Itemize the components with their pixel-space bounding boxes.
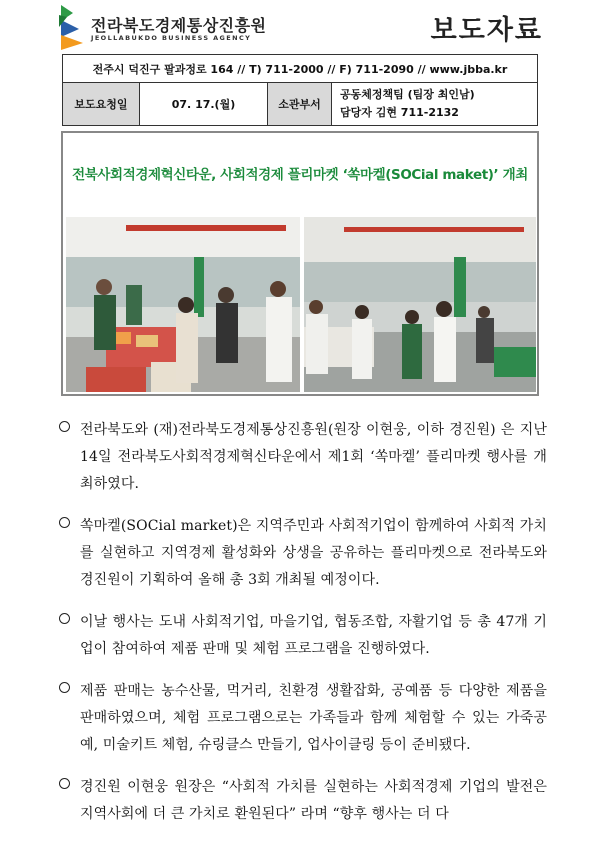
article-body [57, 417, 547, 843]
department-manager: 담당자 김현 711-2132 [340, 106, 459, 119]
event-photo-title: 전북사회적경제혁신타운, 사회적경제 플리마켓 ‘쏙마켙(SOCial maket)’ 개최 [72, 167, 528, 183]
paragraph-text: 이날 행사는 도내 사회적기업, 마을기업, 협동조합, 자활기업 등 총 47개 기업이 참여하여 제품 판매 및 체험 프로그램을 진행하였다. [80, 614, 547, 657]
department-team: 공동체정책팀 (팀장 최인남) [340, 88, 475, 101]
paragraph-text: 제품 판매는 농수산물, 먹거리, 친환경 생활잡화, 공예품 등 다양한 제품을 판매하였으며, 체험 프로그램으로는 가족들과 함께 체험할 수 있는 가죽공예, 미술키트 체험, 슈링클스 만들기, 업사이클링 등이 준비됐다. [80, 683, 547, 753]
bullet-circle-icon [59, 517, 70, 528]
bullet-circle-icon [59, 613, 70, 624]
paragraph-1 [57, 417, 547, 498]
paragraph-5 [57, 774, 547, 828]
market-photo-right [304, 217, 536, 392]
org-name-korean: 전라북도경제통상진흥원 [91, 16, 267, 35]
bullet-circle-icon [59, 778, 70, 789]
bullet-circle-icon [59, 421, 70, 432]
org-name-english: JEOLLABUKDO BUSINESS AGENCY [91, 34, 252, 42]
request-date-value: 07. 17.(월) [140, 83, 268, 126]
contact-info-table [62, 54, 538, 126]
department-contact [332, 83, 538, 126]
agency-logo-icon [57, 3, 85, 51]
event-photo-panel [61, 131, 539, 396]
request-date-label: 보도요청일 [63, 83, 140, 126]
department-label: 소관부서 [268, 83, 332, 126]
bullet-circle-icon [59, 682, 70, 693]
paragraph-2 [57, 513, 547, 594]
paragraph-3 [57, 609, 547, 663]
document-header [55, 3, 545, 53]
address-line: 전주시 덕진구 팔과정로 164 // T) 711-2000 // F) 711-2090 // www.jbba.kr [63, 55, 538, 83]
market-photo-left [66, 217, 300, 392]
paragraph-text: 전라북도와 (재)전라북도경제통상진흥원(원장 이현웅, 이하 경진원) 은 지난 14일 전라북도사회적경제혁신타운에서 제1회 ‘쏙마켙’ 플리마켓 행사를 개최하였다. [80, 422, 547, 492]
press-release-title: 보도자료 [430, 15, 543, 46]
paragraph-text: 경진원 이현웅 원장은 “사회적 가치를 실현하는 사회적경제 기업의 발전은 지역사회에 더 큰 가치로 환원된다” 라며 “향후 행사는 더 다 [80, 779, 547, 822]
paragraph-text: 쏙마켙(SOCial market)은 지역주민과 사회적기업이 함께하여 사회적 가치를 실현하고 지역경제 활성화와 상생을 공유하는 플리마켓으로 전라북도와 경진원이 기획하여 올해 총 3회 개최될 예정이다. [80, 518, 547, 588]
paragraph-4 [57, 678, 547, 759]
